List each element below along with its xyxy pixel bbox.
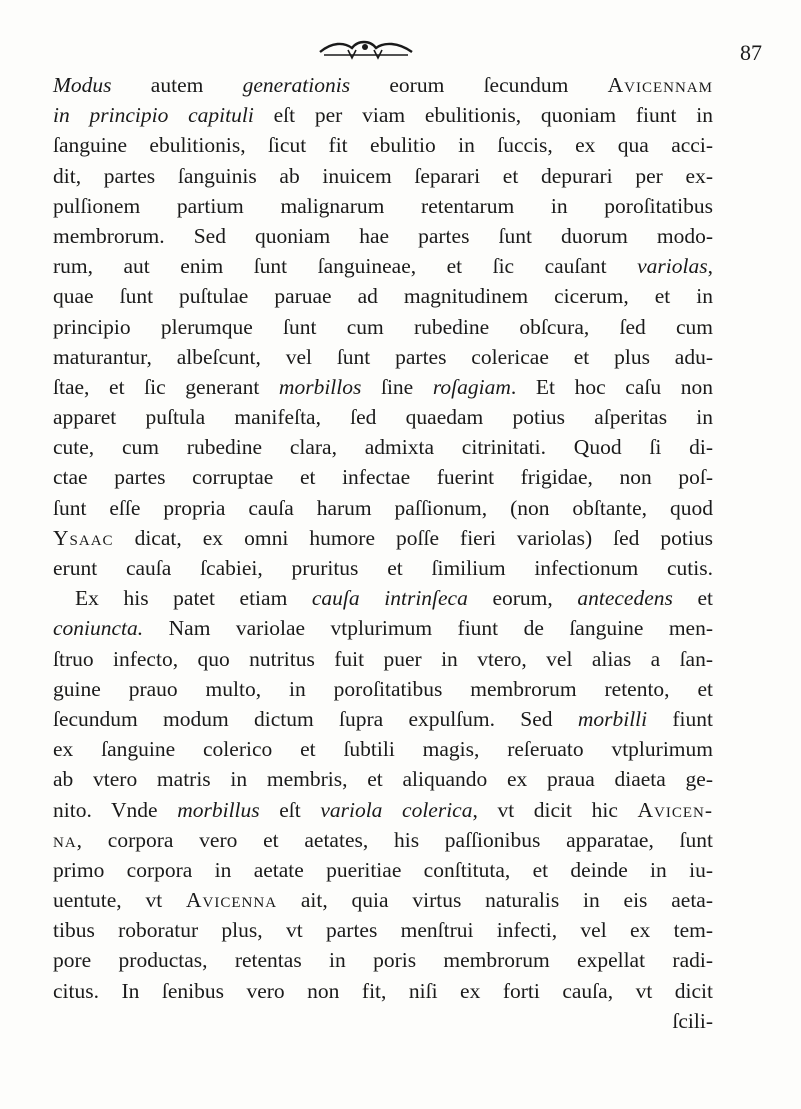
text-line — [53, 281, 713, 311]
author-name: na — [53, 827, 77, 852]
italic-term: variolas — [637, 254, 708, 279]
text-run: ſanguine ebulitionis, ſicut fit ebulitio in ſuccis, ex qua acci- — [53, 133, 713, 158]
text-line — [53, 734, 713, 764]
text-line — [53, 251, 713, 281]
italic-term: cauſa intrinſeca — [311, 586, 468, 611]
text-run: principio plerumque ſunt cum rubedine obſcura, ſed cum — [53, 314, 713, 339]
text-run: Ex his patet etiam — [75, 586, 312, 611]
text-run: , — [707, 254, 713, 279]
text-run: citus. In ſenibus vero non fit, niſi ex forti cauſa, vt dicit — [53, 978, 713, 1003]
text-line — [53, 312, 713, 342]
text-run: membrorum. Sed quoniam hae partes ſunt duorum modo- — [53, 223, 713, 248]
italic-term: antecedens — [577, 586, 673, 611]
text-line — [53, 523, 713, 553]
text-run: primo corpora in aetate pueritiae conſtituta, et deinde in iu- — [53, 857, 713, 882]
text-line — [53, 855, 713, 885]
text-line — [53, 70, 713, 100]
italic-term: morbilli — [577, 706, 648, 731]
text-line — [53, 553, 713, 583]
italic-term: roſagiam — [432, 374, 511, 399]
body-text — [53, 70, 713, 1036]
text-run: eorum ſecundum — [350, 73, 608, 97]
italic-term: coniuncta. — [53, 616, 144, 641]
italic-term: morbillos — [278, 374, 362, 399]
text-run: pore productas, retentas in poris membrorum expellat radi- — [53, 948, 713, 973]
text-line — [53, 130, 713, 160]
text-run: uentute, vt — [53, 888, 187, 913]
text-run: autem — [111, 73, 243, 97]
text-line — [53, 191, 713, 221]
text-run: nito. Vnde — [53, 797, 178, 822]
text-run: dicat, ex omni humore poſſe fieri variolas) ſed potius — [113, 525, 713, 550]
text-run: eſt — [259, 797, 321, 822]
text-run: eorum, — [467, 586, 578, 611]
text-line — [53, 704, 713, 734]
text-run: quae ſunt puſtulae paruae ad magnitudinem cicerum, et in — [53, 284, 713, 309]
text-line — [53, 462, 713, 492]
author-name: Avicenna — [186, 888, 278, 913]
text-run: , corpora vero et aetates, his paſſionibus apparatae, ſunt — [76, 827, 713, 852]
text-run: dit, partes ſanguinis ab inuicem ſeparari et depurari per ex- — [53, 163, 713, 188]
text-line — [53, 402, 713, 432]
text-run: maturantur, albeſcunt, vel ſunt partes colericae et plus adu- — [53, 344, 713, 369]
text-run: ait, quia virtus naturalis in eis aeta- — [277, 888, 713, 913]
text-line — [53, 372, 713, 402]
text-run: cute, cum rubedine clara, admixta citrinitati. Quod ſi di- — [53, 435, 713, 460]
author-name: Avicennam — [607, 73, 713, 97]
text-line — [53, 945, 713, 975]
text-run: fiunt — [647, 706, 713, 731]
text-run: ſtruo infecto, quo nutritus fuit puer in vtero, vel alias a ſan- — [53, 646, 713, 671]
text-run: ſine — [361, 374, 433, 399]
text-line — [53, 432, 713, 462]
text-line — [53, 644, 713, 674]
ornament-icon — [318, 38, 414, 60]
author-name: Avicen- — [637, 797, 713, 822]
text-line — [53, 915, 713, 945]
text-run: , vt dicit hic — [472, 797, 638, 822]
text-run: . Et hoc caſu non — [510, 374, 713, 399]
italic-term: morbillus — [177, 797, 260, 822]
italic-term: Modus — [53, 73, 112, 97]
text-run: ſtae, et ſic generant — [53, 374, 279, 399]
text-run: guine prauo multo, in poroſitatibus membrorum retento, et — [53, 676, 713, 701]
text-run: ab vtero matris in membris, et aliquando ex praua diaeta ge- — [53, 767, 713, 792]
text-run: ctae partes corruptae et infectae fuerint frigidae, non poſ- — [53, 465, 713, 490]
text-line — [53, 613, 713, 643]
text-run: ſunt eſſe propria cauſa harum paſſionum, (non obſtante, quod — [53, 495, 713, 520]
text-line — [53, 795, 713, 825]
text-line — [53, 342, 713, 372]
italic-term: generationis — [242, 73, 351, 97]
page-number: 87 — [740, 40, 762, 65]
text-line — [53, 825, 713, 855]
text-line — [53, 1006, 713, 1036]
text-run: apparet puſtula manifeſta, ſed quaedam potius aſperitas in — [53, 405, 713, 430]
author-name: Ysaac — [53, 525, 114, 550]
text-run: ſcili- — [672, 1008, 713, 1033]
text-run: eſt per viam ebulitionis, quoniam fiunt in — [253, 103, 713, 128]
text-run: tibus roboratur plus, vt partes menſtrui infecti, vel ex tem- — [53, 918, 713, 943]
text-run: et — [672, 586, 713, 611]
text-line — [53, 100, 713, 130]
text-line — [53, 885, 713, 915]
italic-term: in principio capituli — [53, 103, 254, 128]
text-line — [53, 221, 713, 251]
text-run: pulſionem partium malignarum retentarum in poroſitatibus — [53, 193, 713, 218]
text-line — [53, 764, 713, 794]
text-run: ex ſanguine colerico et ſubtili magis, reſeruato vtplurimum — [53, 737, 713, 762]
text-line — [53, 976, 713, 1006]
text-run: Nam variolae vtplurimum fiunt de ſanguine men- — [143, 616, 713, 641]
text-line — [53, 493, 713, 523]
italic-term: variola colerica — [320, 797, 473, 822]
text-line — [53, 583, 713, 613]
text-run: rum, aut enim ſunt ſanguineae, et ſic cauſant — [53, 254, 638, 279]
text-run: erunt cauſa ſcabiei, pruritus et ſimilium infectionum cutis. — [53, 556, 713, 580]
text-line — [53, 674, 713, 704]
text-line — [53, 161, 713, 191]
text-run: ſecundum modum dictum ſupra expulſum. Sed — [53, 706, 578, 731]
